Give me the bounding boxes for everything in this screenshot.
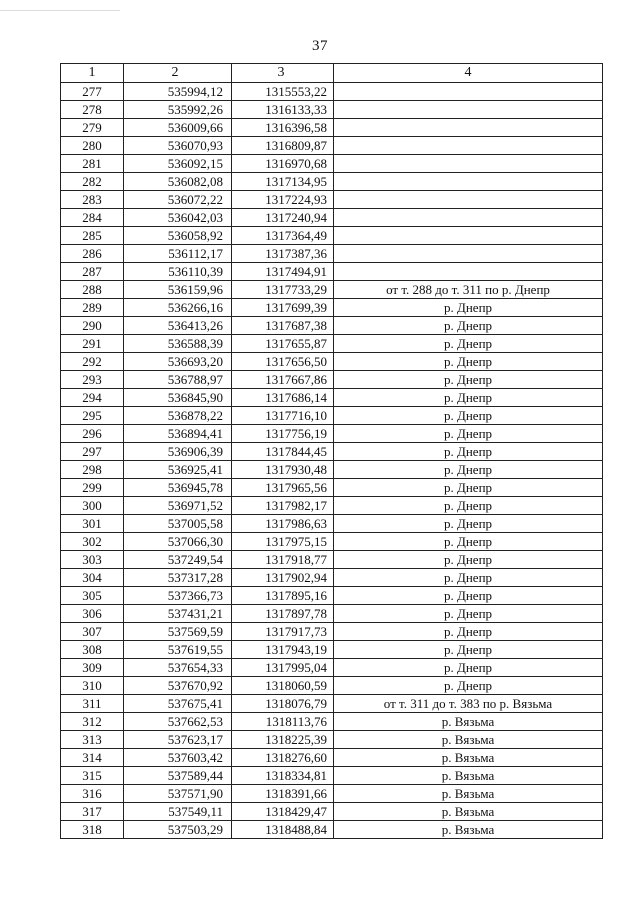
point-number-cell: 305 — [61, 587, 124, 605]
column-header-2: 2 — [124, 64, 232, 83]
table-row — [61, 425, 603, 443]
description-cell: р. Днепр — [334, 353, 603, 371]
x-coordinate-cell: 537569,59 — [124, 623, 232, 641]
table-row — [61, 695, 603, 713]
point-number-cell: 317 — [61, 803, 124, 821]
y-coordinate-cell: 1317995,04 — [232, 659, 334, 677]
point-number-cell: 309 — [61, 659, 124, 677]
x-coordinate-cell: 536110,39 — [124, 263, 232, 281]
y-coordinate-cell: 1317716,10 — [232, 407, 334, 425]
table-row — [61, 137, 603, 155]
table-row — [61, 533, 603, 551]
description-cell — [334, 191, 603, 209]
table-row — [61, 677, 603, 695]
description-cell: р. Днепр — [334, 299, 603, 317]
description-cell — [334, 83, 603, 101]
y-coordinate-cell: 1317943,19 — [232, 641, 334, 659]
x-coordinate-cell: 536845,90 — [124, 389, 232, 407]
y-coordinate-cell: 1318334,81 — [232, 767, 334, 785]
description-cell: р. Днепр — [334, 317, 603, 335]
y-coordinate-cell: 1317364,49 — [232, 227, 334, 245]
x-coordinate-cell: 537571,90 — [124, 785, 232, 803]
description-cell: р. Вязьма — [334, 785, 603, 803]
y-coordinate-cell: 1317224,93 — [232, 191, 334, 209]
y-coordinate-cell: 1316809,87 — [232, 137, 334, 155]
description-cell: р. Днепр — [334, 461, 603, 479]
x-coordinate-cell: 536092,15 — [124, 155, 232, 173]
x-coordinate-cell: 536878,22 — [124, 407, 232, 425]
description-cell: р. Вязьма — [334, 821, 603, 839]
y-coordinate-cell: 1317756,19 — [232, 425, 334, 443]
y-coordinate-cell: 1317667,86 — [232, 371, 334, 389]
description-cell — [334, 173, 603, 191]
column-header-3: 3 — [232, 64, 334, 83]
y-coordinate-cell: 1317982,17 — [232, 497, 334, 515]
x-coordinate-cell: 536971,52 — [124, 497, 232, 515]
x-coordinate-cell: 535992,26 — [124, 101, 232, 119]
table-row — [61, 587, 603, 605]
description-cell: р. Днепр — [334, 533, 603, 551]
point-number-cell: 278 — [61, 101, 124, 119]
point-number-cell: 293 — [61, 371, 124, 389]
table-row — [61, 335, 603, 353]
y-coordinate-cell: 1318391,66 — [232, 785, 334, 803]
x-coordinate-cell: 537431,21 — [124, 605, 232, 623]
table-row — [61, 605, 603, 623]
point-number-cell: 281 — [61, 155, 124, 173]
description-cell — [334, 155, 603, 173]
description-cell — [334, 119, 603, 137]
description-cell: от т. 288 до т. 311 по р. Днепр — [334, 281, 603, 299]
table-row — [61, 227, 603, 245]
x-coordinate-cell: 537503,29 — [124, 821, 232, 839]
y-coordinate-cell: 1318488,84 — [232, 821, 334, 839]
x-coordinate-cell: 537619,55 — [124, 641, 232, 659]
table-row — [61, 317, 603, 335]
x-coordinate-cell: 536925,41 — [124, 461, 232, 479]
table-row — [61, 461, 603, 479]
description-cell — [334, 245, 603, 263]
y-coordinate-cell: 1317986,63 — [232, 515, 334, 533]
x-coordinate-cell: 537005,58 — [124, 515, 232, 533]
y-coordinate-cell: 1317699,39 — [232, 299, 334, 317]
point-number-cell: 294 — [61, 389, 124, 407]
y-coordinate-cell: 1317733,29 — [232, 281, 334, 299]
y-coordinate-cell: 1318429,47 — [232, 803, 334, 821]
table-row — [61, 209, 603, 227]
description-cell: р. Днепр — [334, 569, 603, 587]
description-cell: р. Днепр — [334, 371, 603, 389]
description-cell — [334, 101, 603, 119]
x-coordinate-cell: 536082,08 — [124, 173, 232, 191]
table-row — [61, 569, 603, 587]
table-row — [61, 281, 603, 299]
column-header-4: 4 — [334, 64, 603, 83]
table-row — [61, 641, 603, 659]
table-row — [61, 803, 603, 821]
x-coordinate-cell: 537589,44 — [124, 767, 232, 785]
description-cell: р. Днепр — [334, 551, 603, 569]
table-row — [61, 659, 603, 677]
y-coordinate-cell: 1317918,77 — [232, 551, 334, 569]
point-number-cell: 279 — [61, 119, 124, 137]
y-coordinate-cell: 1317965,56 — [232, 479, 334, 497]
description-cell: р. Вязьма — [334, 767, 603, 785]
table-row — [61, 497, 603, 515]
y-coordinate-cell: 1317240,94 — [232, 209, 334, 227]
description-cell: р. Днепр — [334, 587, 603, 605]
point-number-cell: 287 — [61, 263, 124, 281]
description-cell: р. Днепр — [334, 389, 603, 407]
x-coordinate-cell: 537654,33 — [124, 659, 232, 677]
x-coordinate-cell: 537549,11 — [124, 803, 232, 821]
column-header-1: 1 — [61, 64, 124, 83]
x-coordinate-cell: 536788,97 — [124, 371, 232, 389]
description-cell — [334, 209, 603, 227]
description-cell — [334, 227, 603, 245]
point-number-cell: 296 — [61, 425, 124, 443]
table-row — [61, 119, 603, 137]
point-number-cell: 291 — [61, 335, 124, 353]
x-coordinate-cell: 535994,12 — [124, 83, 232, 101]
y-coordinate-cell: 1317897,78 — [232, 605, 334, 623]
y-coordinate-cell: 1316396,58 — [232, 119, 334, 137]
scan-edge-mark — [0, 0, 120, 11]
y-coordinate-cell: 1316970,68 — [232, 155, 334, 173]
y-coordinate-cell: 1317687,38 — [232, 317, 334, 335]
point-number-cell: 277 — [61, 83, 124, 101]
x-coordinate-cell: 537623,17 — [124, 731, 232, 749]
point-number-cell: 282 — [61, 173, 124, 191]
description-cell: р. Днепр — [334, 605, 603, 623]
y-coordinate-cell: 1317656,50 — [232, 353, 334, 371]
table-row — [61, 515, 603, 533]
y-coordinate-cell: 1316133,33 — [232, 101, 334, 119]
table-row — [61, 407, 603, 425]
description-cell: р. Вязьма — [334, 731, 603, 749]
x-coordinate-cell: 537662,53 — [124, 713, 232, 731]
table-row — [61, 245, 603, 263]
y-coordinate-cell: 1315553,22 — [232, 83, 334, 101]
x-coordinate-cell: 536693,20 — [124, 353, 232, 371]
description-cell: р. Днепр — [334, 677, 603, 695]
y-coordinate-cell: 1317975,15 — [232, 533, 334, 551]
y-coordinate-cell: 1318113,76 — [232, 713, 334, 731]
table-row — [61, 731, 603, 749]
y-coordinate-cell: 1317917,73 — [232, 623, 334, 641]
table-row — [61, 155, 603, 173]
table-row — [61, 263, 603, 281]
x-coordinate-cell: 536588,39 — [124, 335, 232, 353]
point-number-cell: 314 — [61, 749, 124, 767]
x-coordinate-cell: 536413,26 — [124, 317, 232, 335]
point-number-cell: 300 — [61, 497, 124, 515]
point-number-cell: 298 — [61, 461, 124, 479]
y-coordinate-cell: 1317930,48 — [232, 461, 334, 479]
point-number-cell: 289 — [61, 299, 124, 317]
point-number-cell: 318 — [61, 821, 124, 839]
description-cell: р. Вязьма — [334, 749, 603, 767]
point-number-cell: 307 — [61, 623, 124, 641]
point-number-cell: 303 — [61, 551, 124, 569]
table-row — [61, 623, 603, 641]
description-cell: р. Днепр — [334, 659, 603, 677]
table-row — [61, 821, 603, 839]
point-number-cell: 280 — [61, 137, 124, 155]
table-row — [61, 713, 603, 731]
point-number-cell: 288 — [61, 281, 124, 299]
description-cell: р. Днепр — [334, 425, 603, 443]
x-coordinate-cell: 537249,54 — [124, 551, 232, 569]
table-row — [61, 443, 603, 461]
x-coordinate-cell: 537317,28 — [124, 569, 232, 587]
x-coordinate-cell: 537670,92 — [124, 677, 232, 695]
x-coordinate-cell: 537066,30 — [124, 533, 232, 551]
description-cell: р. Днепр — [334, 335, 603, 353]
point-number-cell: 283 — [61, 191, 124, 209]
description-cell: р. Вязьма — [334, 803, 603, 821]
x-coordinate-cell: 536894,41 — [124, 425, 232, 443]
table-row — [61, 191, 603, 209]
point-number-cell: 286 — [61, 245, 124, 263]
point-number-cell: 308 — [61, 641, 124, 659]
y-coordinate-cell: 1317134,95 — [232, 173, 334, 191]
description-cell: р. Вязьма — [334, 713, 603, 731]
x-coordinate-cell: 536072,22 — [124, 191, 232, 209]
x-coordinate-cell: 536070,93 — [124, 137, 232, 155]
y-coordinate-cell: 1317655,87 — [232, 335, 334, 353]
description-cell: р. Днепр — [334, 623, 603, 641]
description-cell: р. Днепр — [334, 641, 603, 659]
x-coordinate-cell: 536945,78 — [124, 479, 232, 497]
x-coordinate-cell: 537366,73 — [124, 587, 232, 605]
table-row — [61, 353, 603, 371]
point-number-cell: 315 — [61, 767, 124, 785]
coordinates-table — [60, 63, 603, 839]
point-number-cell: 313 — [61, 731, 124, 749]
table-row — [61, 371, 603, 389]
y-coordinate-cell: 1317387,36 — [232, 245, 334, 263]
x-coordinate-cell: 536266,16 — [124, 299, 232, 317]
table-row — [61, 101, 603, 119]
point-number-cell: 292 — [61, 353, 124, 371]
point-number-cell: 284 — [61, 209, 124, 227]
y-coordinate-cell: 1317686,14 — [232, 389, 334, 407]
x-coordinate-cell: 536042,03 — [124, 209, 232, 227]
table-row — [61, 173, 603, 191]
page-number: 37 — [312, 38, 328, 54]
y-coordinate-cell: 1318076,79 — [232, 695, 334, 713]
description-cell: от т. 311 до т. 383 по р. Вязьма — [334, 695, 603, 713]
x-coordinate-cell: 536159,96 — [124, 281, 232, 299]
point-number-cell: 295 — [61, 407, 124, 425]
table-row — [61, 785, 603, 803]
description-cell — [334, 263, 603, 281]
point-number-cell: 316 — [61, 785, 124, 803]
point-number-cell: 301 — [61, 515, 124, 533]
point-number-cell: 311 — [61, 695, 124, 713]
y-coordinate-cell: 1318276,60 — [232, 749, 334, 767]
description-cell: р. Днепр — [334, 407, 603, 425]
point-number-cell: 299 — [61, 479, 124, 497]
table-row — [61, 749, 603, 767]
y-coordinate-cell: 1317895,16 — [232, 587, 334, 605]
point-number-cell: 302 — [61, 533, 124, 551]
point-number-cell: 285 — [61, 227, 124, 245]
y-coordinate-cell: 1317494,91 — [232, 263, 334, 281]
x-coordinate-cell: 536009,66 — [124, 119, 232, 137]
table-row — [61, 299, 603, 317]
x-coordinate-cell: 537603,42 — [124, 749, 232, 767]
x-coordinate-cell: 536058,92 — [124, 227, 232, 245]
point-number-cell: 304 — [61, 569, 124, 587]
y-coordinate-cell: 1317902,94 — [232, 569, 334, 587]
description-cell — [334, 137, 603, 155]
y-coordinate-cell: 1317844,45 — [232, 443, 334, 461]
description-cell: р. Днепр — [334, 497, 603, 515]
table-row — [61, 479, 603, 497]
table-row — [61, 389, 603, 407]
description-cell: р. Днепр — [334, 443, 603, 461]
table-row — [61, 551, 603, 569]
point-number-cell: 312 — [61, 713, 124, 731]
point-number-cell: 290 — [61, 317, 124, 335]
table-row — [61, 767, 603, 785]
y-coordinate-cell: 1318225,39 — [232, 731, 334, 749]
description-cell: р. Днепр — [334, 479, 603, 497]
x-coordinate-cell: 536906,39 — [124, 443, 232, 461]
point-number-cell: 297 — [61, 443, 124, 461]
y-coordinate-cell: 1318060,59 — [232, 677, 334, 695]
point-number-cell: 306 — [61, 605, 124, 623]
x-coordinate-cell: 536112,17 — [124, 245, 232, 263]
x-coordinate-cell: 537675,41 — [124, 695, 232, 713]
point-number-cell: 310 — [61, 677, 124, 695]
description-cell: р. Днепр — [334, 515, 603, 533]
table-row — [61, 83, 603, 101]
table-header-row — [61, 64, 603, 83]
